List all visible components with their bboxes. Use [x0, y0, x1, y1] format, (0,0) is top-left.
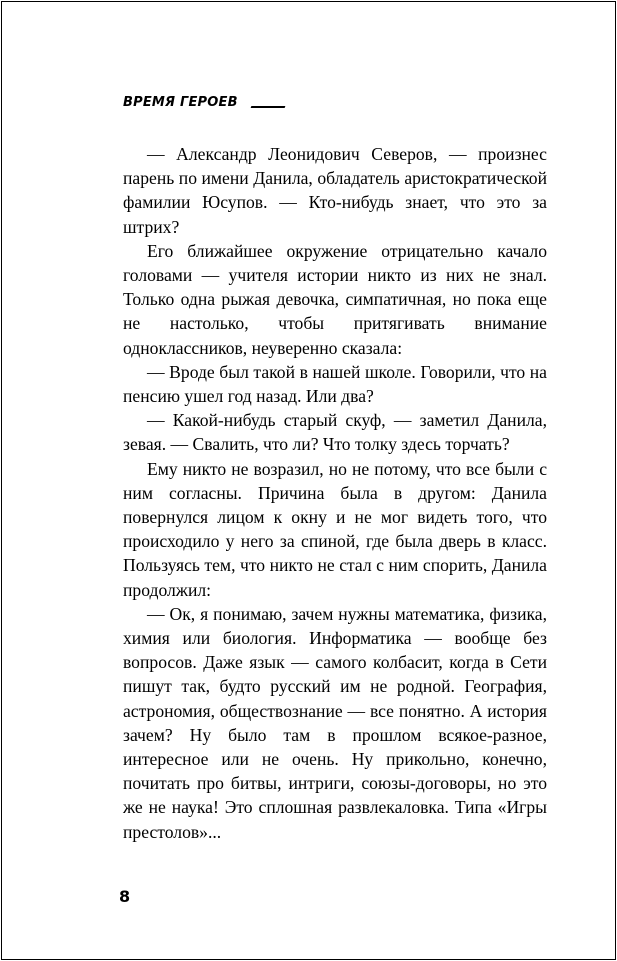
- paragraph-5: Ему никто не возразил, но не потому, что все были с ним согласны. Причина была в другом: Данила повернулся лицом к окну и не мог видеть того, что происходило у него за спиной, где была дверь в класс. Пользуясь тем, что никто не стал с ним спорить, Данила продолжил:: [123, 458, 547, 600]
- paragraph-6: — Ок, я понимаю, зачем нужны математика, физика, химия или биология. Информатика — вообще без вопросов. Даже язык — самого колбасит, когда в Сети пишут так, будто русский им не родной. География, астрономия, обществознание — все понятно. А история зачем? Ну было там в прошлом всякое-разное, интересное или не очень. Ну прикольно, конечно, почитать про битвы, интриги, союзы-договоры, но это же не наука! Это сплошная развлекаловка. Типа «Игры престолов»...: [123, 603, 547, 842]
- page: [1, 1, 616, 960]
- paragraph-1: — Александр Леонидович Северов, — произнес парень по имени Данила, обладатель аристократической фамилии Юсупов. — Кто-нибудь знает, что это за штрих?: [123, 144, 547, 237]
- body-text: [123, 142, 547, 844]
- running-head-rule: [251, 106, 286, 108]
- paragraph-3: — Вроде был такой в нашей школе. Говорили, что на пенсию ушел год назад. Или два?: [123, 361, 547, 407]
- running-head: [123, 93, 238, 113]
- page-number: 8: [119, 887, 131, 906]
- paragraph-4: — Какой-нибудь старый скуф, — заметил Данила, зевая. — Свалить, что ли? Что толку здесь торчать?: [123, 410, 547, 455]
- running-head-title: ВРЕМЯ ГЕРОЕВ: [123, 95, 238, 110]
- paragraph-2: Его ближайшее окружение отрицательно качало головами — учителя истории никто из них не знал. Только одна рыжая девочка, симпатичная, но пока еще не настолько, чтобы притягивать внимание одноклассников, неуверенно сказала:: [123, 240, 547, 358]
